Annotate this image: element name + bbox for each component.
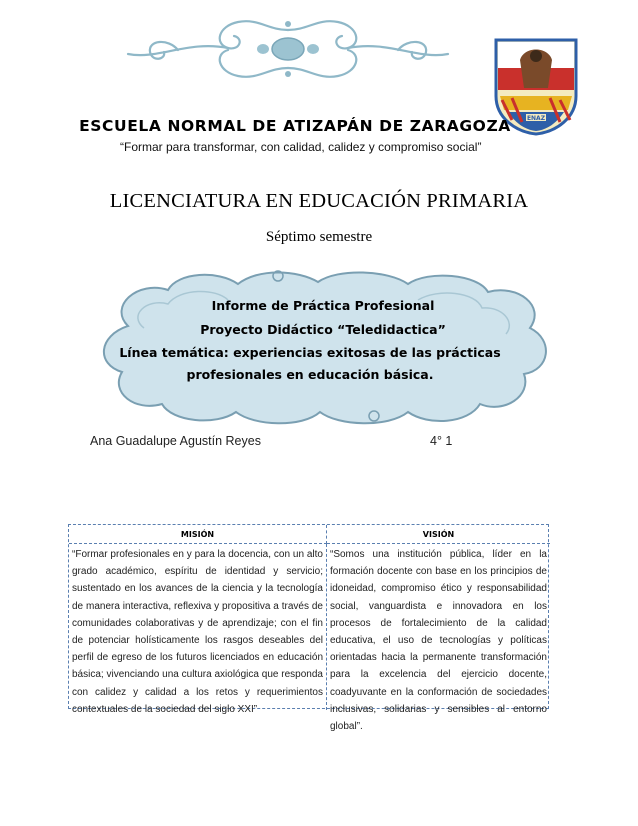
school-name: ESCUELA NORMAL DE ATIZAPÁN DE ZARAGOZA (79, 117, 511, 135)
mission-header: MISIÓN (69, 525, 327, 544)
project-title: Proyecto Didáctico “Teledidactica” (200, 322, 446, 337)
semester-label: Séptimo semestre (265, 229, 373, 245)
vision-header: VISIÓN (327, 525, 550, 544)
thematic-line: Línea temática: experiencias exitosas de las prácticas profesionales en educación básica. (119, 345, 501, 382)
school-motto: “Formar para transformar, con calidad, calidez y compromiso social” (120, 140, 482, 154)
degree-title: LICENCIATURA EN EDUCACIÓN PRIMARIA (109, 190, 529, 212)
mission-text: “Formar profesionales en y para la docencia, con un alto grado académico, espíritu de identidad y servicio; sustentado en los avances de la ciencia y la tecnología de manera interactiva, reflexiva y propositiva a través de comunidades colaborativas y de aprendizaje; con el fin de potenciar holísticamente los rasgos deseables del perfil de egreso de los futuros licenciados en educación básica; vivenciando una cultura axiológica que responda con calidez y calidad a los retos y requerimientos contextuales de la sociedad del siglo XXI” (69, 544, 327, 710)
group-label: 4° 1 (430, 434, 453, 448)
svg-text:ENAZ: ENAZ (526, 115, 546, 122)
vision-text: “Somos una institución pública, líder en la formación docente con base en los principios de idoneidad, compromiso ético y responsabilidad social, vanguardista e innovadora en los procesos de fortalecimiento de la calidad educativa, el uso de tecnologías y políticas orientadas hacia la permanente transformación para la excelencia del ejercicio docente, coadyuvante en la conformación de sociedades inclusivas, solidarias y sensibles al entorno global”. (330, 549, 547, 733)
mission-vision-table (68, 524, 549, 733)
report-title: Informe de Práctica Profesional (211, 298, 435, 313)
decorative-ornament (118, 10, 458, 90)
report-title-block (88, 294, 558, 386)
author-name: Ana Guadalupe Agustín Reyes (90, 434, 261, 448)
